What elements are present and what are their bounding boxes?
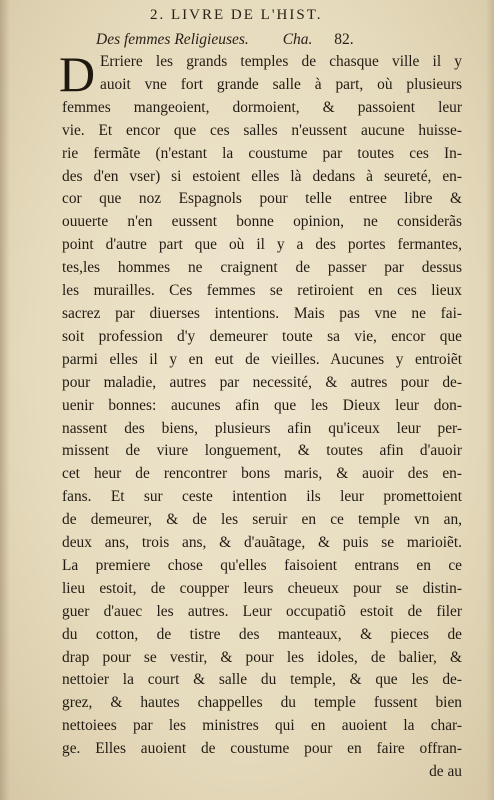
text-line: guer d'auec les autres. Leur occupatiõ estoit de filer [62, 602, 462, 620]
text-line: cor que noz Espagnols pour telle entree libre & [62, 190, 462, 208]
text-line: soit profession d'y demeurer toute sa vie, encor que [62, 327, 462, 345]
text-line: ge. Elles auoient de coustume pour en faire offran- [62, 740, 462, 758]
section-heading [96, 31, 396, 49]
text-line: les murailles. Ces femmes se retiroient en ces lieux [62, 282, 462, 300]
text-line: cet heur de rencontrer bons maris, & auoir des en- [62, 465, 462, 483]
text-line: nettoier la court & salle du temple, & que les de- [62, 671, 462, 689]
text-line: de demeurer, & de les seruir en ce temple vn an, [62, 511, 462, 529]
section-title: Des femmes Religieuses. [96, 31, 249, 48]
text-line: nettoiees par les ministres qui en auoient la char- [62, 717, 462, 735]
chapter-number: 82. [334, 31, 354, 48]
text-line: missent de viure longuement, & toutes afin d'auoir [62, 442, 462, 460]
text-line: auoit vne fort grande salle à part, où plusieurs [100, 75, 462, 93]
catchword: de au [429, 763, 462, 781]
text-line: vie. Et encor que ces salles n'eussent aucune huisse- [62, 121, 462, 139]
body-text [59, 46, 462, 784]
text-line: femmes mangeoient, dormoient, & passoient leur [62, 98, 462, 116]
drop-cap: D [59, 46, 96, 102]
text-line: pour maladie, autres par necessité, & autres pour de- [62, 373, 462, 391]
text-line: des d'en vser) si estoient elles là dedans à seureté, en- [62, 167, 462, 185]
text-line: uenir bonnes: aucunes afin que les Dieux leur don- [62, 396, 462, 414]
text-line: ouuerte n'en eussent bonne opinion, ne considerãs [62, 213, 462, 231]
text-line: point d'autre part que où il y a des portes fermantes, [62, 236, 462, 254]
text-line: grez, & hautes chappelles du temple fussent bien [62, 694, 462, 712]
chapter-label: Cha. [282, 31, 313, 48]
text-line: parmi elles il y en eut de vieilles. Aucunes y entroiẽt [62, 350, 462, 368]
text-line: du cotton, de tistre des manteaux, & pieces de [62, 625, 462, 643]
text-line: lieu estoit, de coupper leurs cheueux pour se distin- [62, 579, 462, 597]
text-line: tes,les hommes ne craignent de passer par dessus [62, 259, 462, 277]
text-line: nassent des biens, plusieurs afin qu'iceux leur per- [62, 419, 462, 437]
text-line: La premiere chose qu'elles faisoient entrans en ce [62, 556, 462, 574]
page-shadow-left [0, 0, 10, 800]
text-line: drap pour se vestir, & pour les idoles, de balier, & [62, 648, 462, 666]
text-line: deux ans, trois ans, & d'auãtage, & puis se marioiẽt. [62, 534, 462, 552]
text-line: Erriere les grands temples de chasque ville il y [100, 53, 462, 70]
running-title: 2. LIVRE DE L'HIST. [150, 7, 323, 23]
text-line: rie fermãte (n'estant la coustume par toutes ces In- [62, 144, 462, 162]
text-line: sacrez par diuerses intentions. Mais pas vne ne fai- [62, 304, 462, 322]
text-line: fans. Et sur ceste intention ils leur promettoient [62, 488, 462, 506]
page-shadow-right [486, 0, 494, 800]
